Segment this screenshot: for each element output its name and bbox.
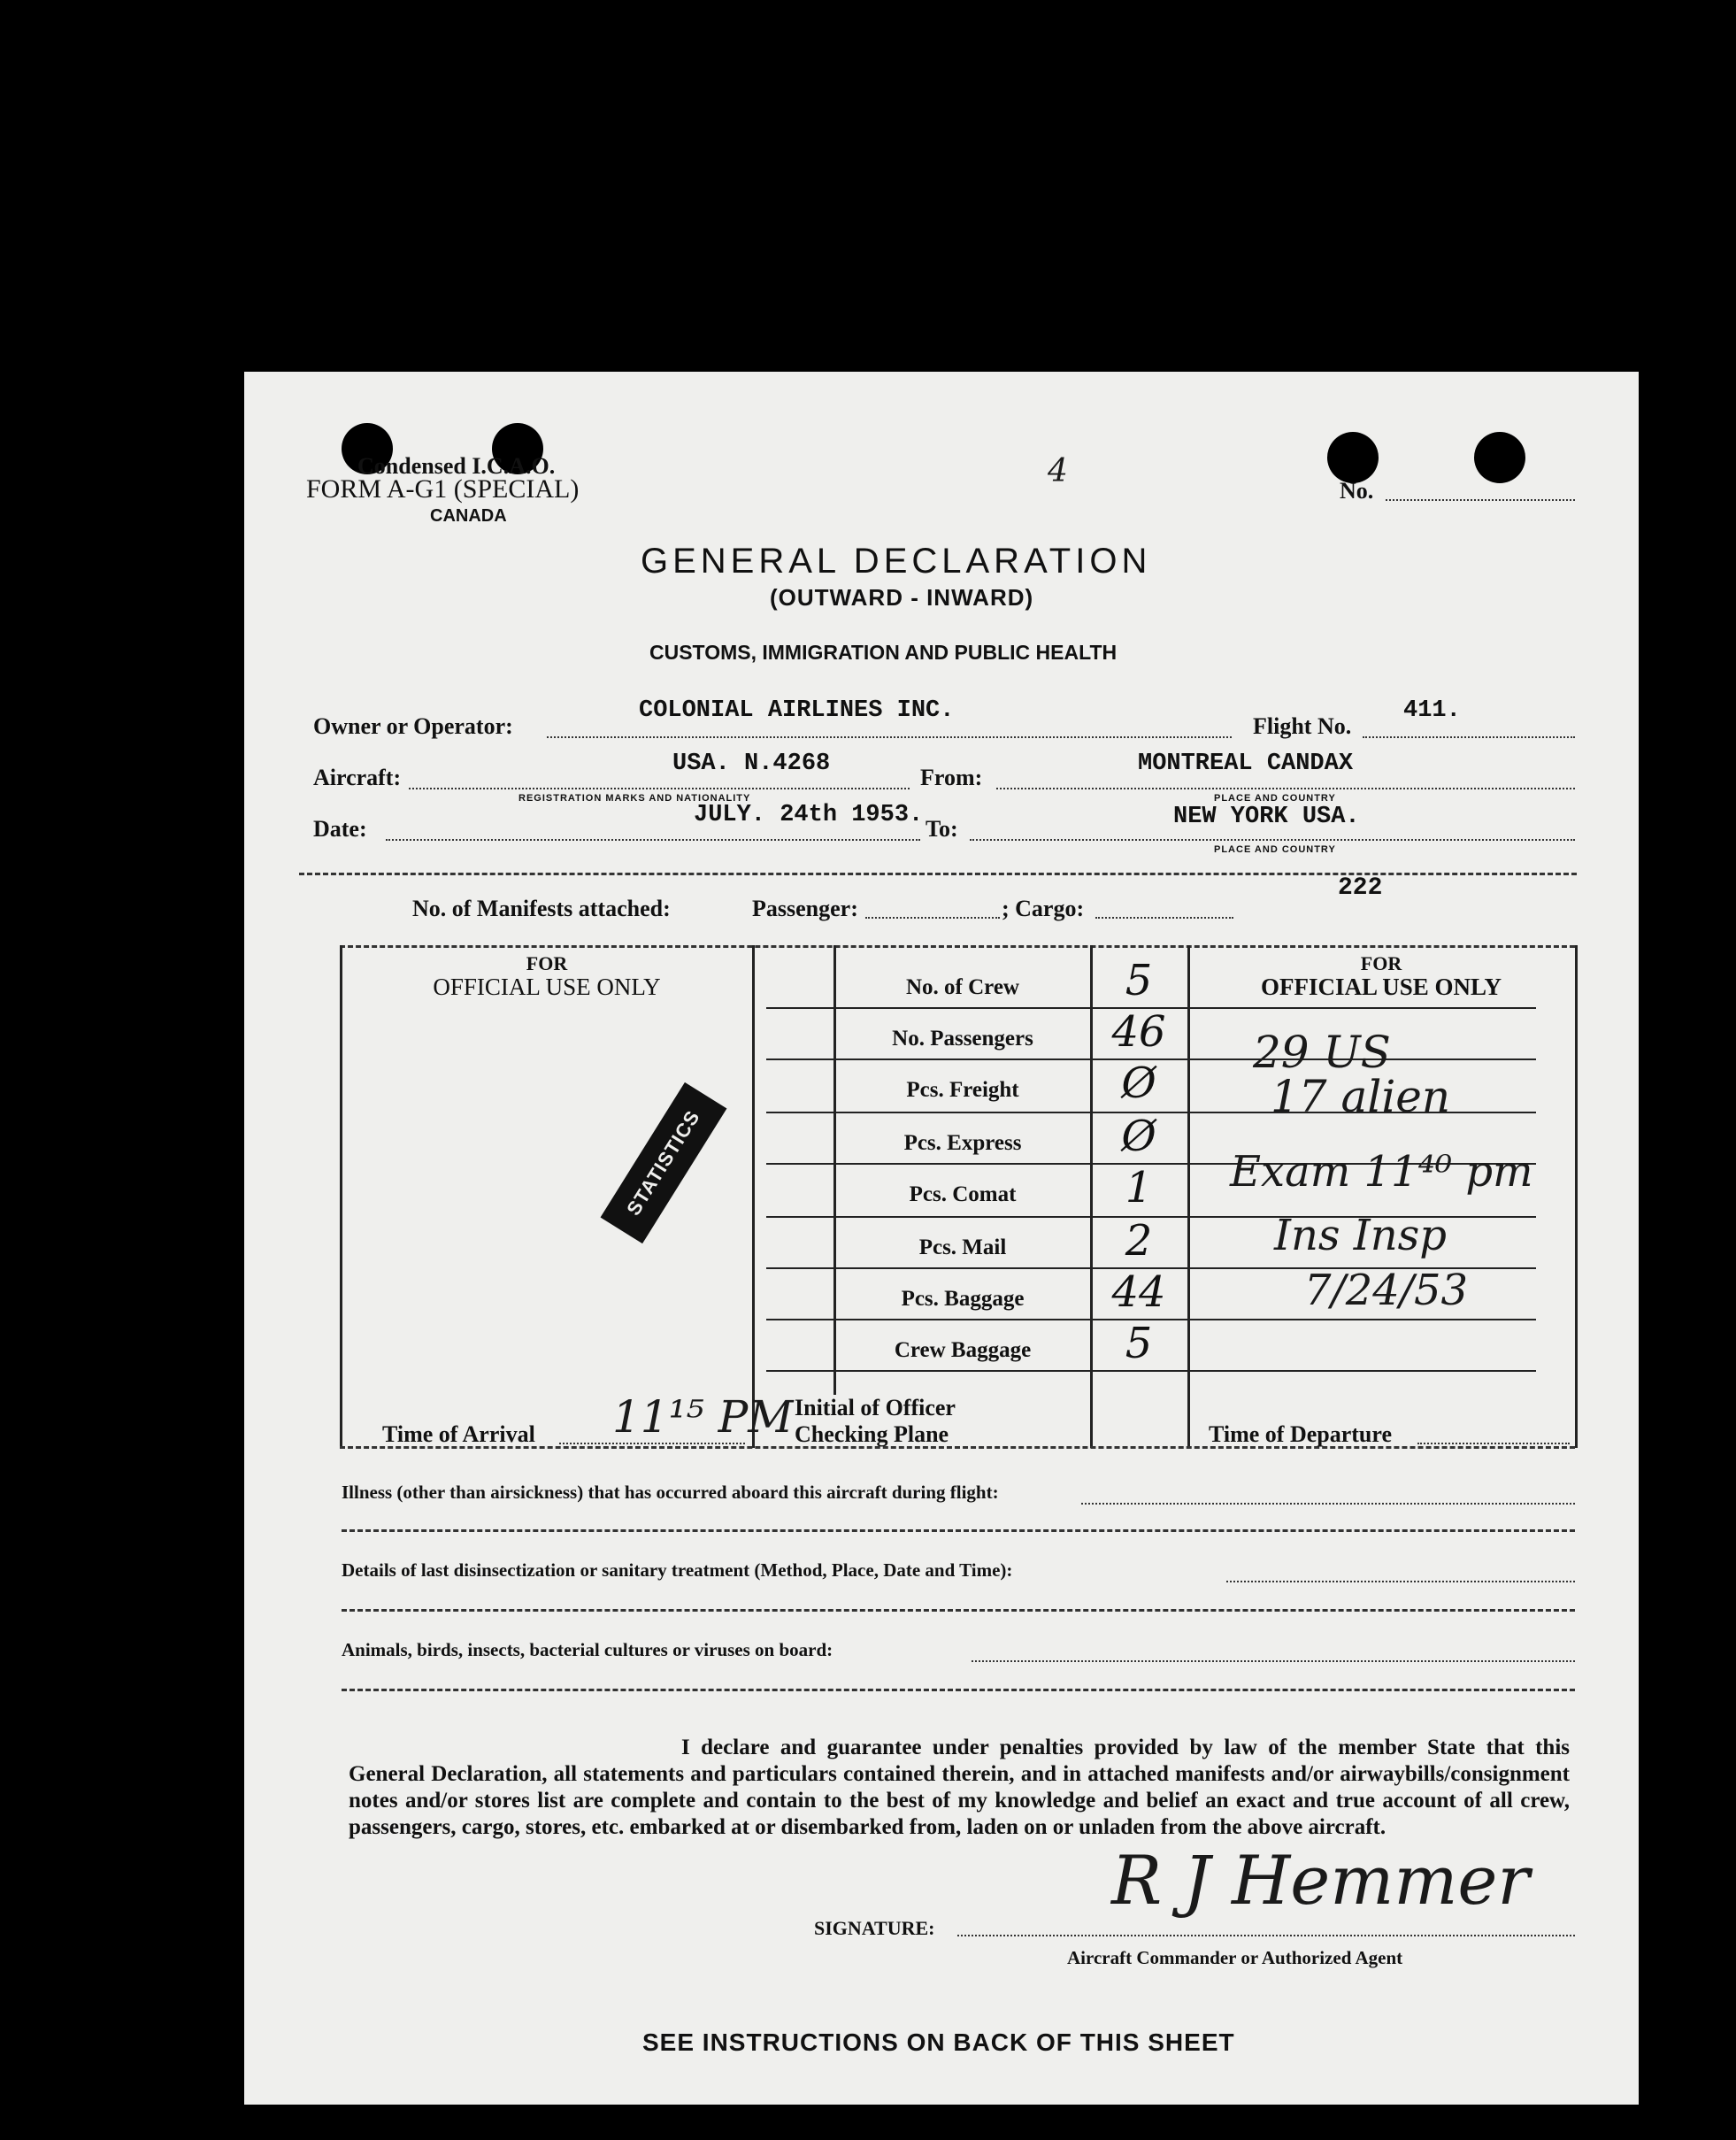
passenger-manifest-line [865,917,1000,919]
animals-line [972,1660,1575,1662]
flight-line [1363,736,1575,738]
row-value-passengers: 46 [1111,1007,1166,1057]
disinsect-line [1226,1581,1575,1582]
punch-hole [1327,432,1379,483]
aircraft-caption: REGISTRATION MARKS AND NATIONALITY [518,793,751,804]
signature-handwriting: R J Hemmer [1111,1841,1530,1920]
animals-line-2 [342,1689,1575,1691]
initial-label-2: Checking Plane [795,1421,949,1447]
cargo-manifest-line [1095,917,1233,919]
note-date: 7/24/53 [1304,1266,1469,1315]
row-value-comat: 1 [1125,1163,1153,1212]
from-value: MONTREAL CANDAX [1138,751,1354,777]
row-value-freight: Ø [1121,1058,1156,1108]
row-label-freight: Pcs. Freight [906,1078,1019,1102]
row-value-baggage: 44 [1111,1267,1166,1317]
from-label: From: [920,765,983,790]
right-for-label: FOR [1360,952,1402,974]
form-subtitle: (OUTWARD - INWARD) [770,584,1034,611]
cargo-manifest-label: ; Cargo: [1002,896,1085,921]
from-line [996,788,1575,789]
row-label-passengers: No. Passengers [892,1027,1033,1051]
note-exam: Exam 11⁴⁰ pm [1230,1147,1533,1197]
flight-value: 411. [1403,697,1461,724]
note-alien: 17 alien [1271,1071,1451,1122]
initial-label-1: Initial of Officer [795,1395,956,1420]
owner-label: Owner or Operator: [313,713,513,739]
page-mark: 4 [1048,453,1068,489]
date-label: Date: [313,816,367,842]
arrival-value: 11¹⁵ PM [612,1391,794,1443]
right-official-label: OFFICIAL USE ONLY [1260,974,1502,1000]
table-border-left [340,945,342,1448]
aircraft-value: USA. N.4268 [672,751,831,777]
note-insp: Ins Insp [1274,1211,1447,1260]
date-value: JULY. 24th 1953. [694,802,924,828]
note-us: 29 US [1253,1027,1391,1078]
punch-hole [1474,432,1525,483]
to-value: NEW YORK USA. [1173,804,1360,830]
row-value-crew-baggage: 5 [1125,1319,1153,1368]
form-department: CUSTOMS, IMMIGRATION AND PUBLIC HEALTH [649,641,1118,664]
left-for-label: FOR [526,952,568,974]
owner-line [547,736,1232,738]
separator-line [299,873,1577,875]
table-divider [833,945,836,1395]
manifests-label: No. of Manifests attached: [412,896,671,921]
declaration-text: I declare and guarantee under penalties provided by law of the member State that this General Declaration, all statements and particulars contained therein, and in attached manifests and/or airwaybills/consignment notes and/or stores list are complete and contain to the best of my knowledge and belief an exact and true account of all crew, passengers, cargo, stores, etc. embarked at or disembarked from, laden on or unladen from the above aircraft. [349,1736,1570,1839]
row-value-crew: 5 [1125,956,1153,1005]
illness-line-2 [342,1529,1575,1532]
form-line-2: FORM A-G1 (SPECIAL) [306,474,580,504]
row-line [766,1370,1536,1372]
number-line [1386,499,1575,501]
departure-line [1417,1443,1570,1444]
to-label: To: [926,816,958,842]
signature-line [957,1935,1575,1936]
passenger-manifest-label: Passenger: [752,896,858,921]
aircraft-line [409,788,910,789]
to-caption: PLACE AND COUNTRY [1214,844,1336,855]
to-line [970,839,1575,841]
departure-label: Time of Departure [1209,1421,1392,1447]
from-caption: PLACE AND COUNTRY [1214,793,1336,804]
row-label-express: Pcs. Express [903,1131,1022,1155]
form-line-1: Condensed I.C.A.O. [357,453,556,479]
row-label-crew-baggage: Crew Baggage [894,1338,1032,1362]
date-line [386,839,920,841]
illness-question: Illness (other than airsickness) that has occurred aboard this aircraft during flight: [342,1482,999,1503]
row-value-mail: 2 [1125,1216,1153,1266]
left-official-label: OFFICIAL USE ONLY [433,974,661,1000]
row-label-mail: Pcs. Mail [918,1236,1007,1259]
owner-value: COLONIAL AIRLINES INC. [639,697,955,724]
table-top-border [340,945,1575,948]
flight-label: Flight No. [1253,713,1352,739]
row-value-express: Ø [1121,1112,1156,1161]
aircraft-label: Aircraft: [313,765,402,790]
animals-question: Animals, birds, insects, bacterial cultures or viruses on board: [342,1639,833,1660]
table-divider [752,945,755,1448]
arrival-label: Time of Arrival [382,1421,535,1447]
number-label: No. [1340,478,1374,504]
form-line-3: CANADA [430,506,507,526]
table-divider [1187,945,1190,1448]
manifest-number: 222 [1338,874,1383,902]
declaration-form [244,372,1639,2105]
signature-label: SIGNATURE: [814,1917,935,1939]
signature-caption: Aircraft Commander or Authorized Agent [1067,1947,1403,1968]
table-border-right [1575,945,1578,1448]
illness-line [1081,1503,1575,1505]
row-label-crew: No. of Crew [906,975,1019,999]
disinsect-line-2 [342,1609,1575,1612]
arrival-line [559,1443,745,1444]
row-label-baggage: Pcs. Baggage [901,1287,1025,1311]
statistics-stamp: STATISTICS [601,1082,727,1243]
form-title: GENERAL DECLARATION [641,542,1152,581]
row-label-comat: Pcs. Comat [909,1182,1017,1206]
disinsect-question: Details of last disinsectization or sanitary treatment (Method, Place, Date and Time): [342,1559,1013,1581]
footer-instructions: SEE INSTRUCTIONS ON BACK OF THIS SHEET [642,2028,1235,2056]
table-divider [1090,945,1093,1448]
